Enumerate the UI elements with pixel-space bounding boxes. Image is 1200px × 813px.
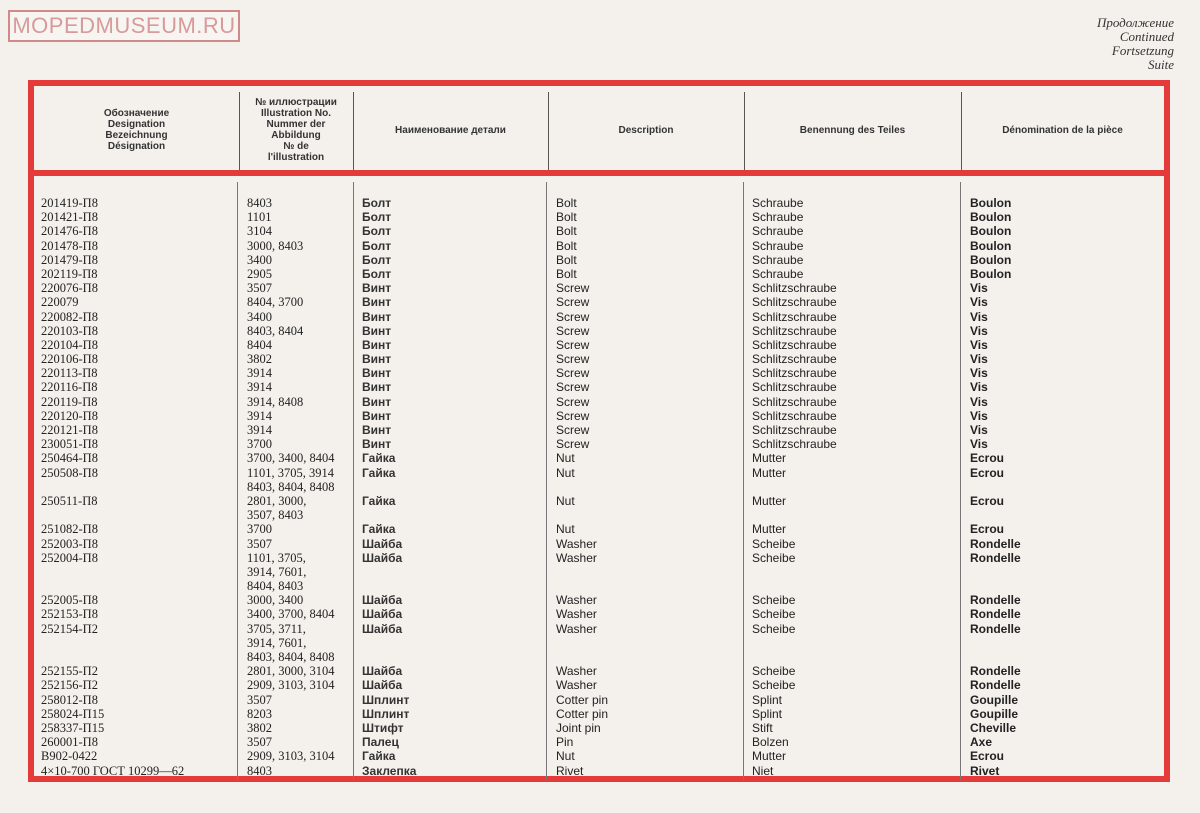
cell-designation: 201419-П8	[41, 196, 98, 210]
cell-description: Nut	[556, 493, 575, 508]
table-row	[34, 210, 1164, 224]
cell-denomination: Boulon	[970, 238, 1012, 253]
cell-illustration-no: 3000, 3400	[247, 593, 304, 608]
cell-description: Nut	[556, 749, 575, 764]
cell-denomination: Rondelle	[970, 621, 1021, 636]
cell-designation: 201476-П8	[41, 224, 98, 239]
cell-denomination: Boulon	[970, 210, 1012, 225]
cell-illustration-no: 3802	[247, 720, 272, 735]
cell-illustration-no: 2909, 3103, 3104	[247, 749, 335, 764]
header-designation-fr: Désignation	[107, 141, 166, 152]
cell-name-ru: Винт	[362, 337, 392, 352]
cell-benennung: Schlitzschraube	[752, 295, 837, 310]
cell-designation: 252005-П8	[41, 593, 98, 608]
cell-designation: 220121-П8	[41, 423, 98, 437]
cell-illustration-no: 3700	[247, 522, 272, 537]
header-illustration-de1: Nummer der	[266, 119, 326, 130]
table-row	[34, 693, 1164, 707]
cell-illustration-no: 3507	[247, 281, 272, 296]
cell-illustration-no: 3914	[247, 423, 272, 437]
table-row	[34, 352, 1164, 366]
cell-designation: В902-0422	[41, 749, 98, 764]
table-row	[34, 437, 1164, 451]
cell-description: Nut	[556, 465, 575, 480]
cell-denomination: Vis	[970, 408, 988, 423]
cell-name-ru: Болт	[362, 224, 392, 239]
cell-illustration-no: 3700	[247, 437, 272, 452]
cell-illustration-no: 1101, 3705, 3914	[247, 465, 335, 480]
cell-name-ru: Болт	[362, 210, 392, 225]
cell-description: Bolt	[556, 210, 577, 225]
header-illustration-fr2: l'illustration	[267, 152, 325, 163]
cell-designation: 252155-П2	[41, 664, 98, 679]
header-illustration-en: Illustration No.	[260, 108, 331, 119]
cell-benennung: Schraube	[752, 210, 804, 225]
cell-description: Screw	[556, 380, 590, 395]
cell-denomination: Rondelle	[970, 550, 1021, 565]
cell-name-ru: Болт	[362, 238, 392, 253]
table-row	[34, 721, 1164, 735]
cell-name-ru: Штифт	[362, 720, 404, 735]
cell-illustration-no: 2905	[247, 266, 272, 281]
header-part-name-ru-text: Наименование детали	[395, 124, 506, 136]
header-designation-en: Designation	[107, 119, 166, 130]
cell-denomination: Ecrou	[970, 451, 1005, 466]
cell-name-ru: Гайка	[362, 493, 396, 508]
cell-benennung: Schlitzschraube	[752, 309, 837, 324]
table-row	[34, 310, 1164, 324]
cell-benennung: Schraube	[752, 196, 804, 210]
cell-illustration-no: 3507	[247, 692, 272, 707]
table-row	[34, 466, 1164, 480]
cell-denomination: Vis	[970, 281, 988, 296]
cell-designation: 4×10-700 ГОСТ 10299—62	[41, 763, 185, 778]
table-row	[34, 224, 1164, 238]
parts-table	[28, 80, 1170, 782]
cell-illustration-no: 2801, 3000, 3104	[247, 664, 335, 679]
cell-description: Screw	[556, 309, 590, 324]
cell-denomination: Rivet	[970, 763, 1000, 778]
header-divider	[353, 92, 354, 170]
table-row	[34, 451, 1164, 465]
continued-ru: Продолжение	[1096, 15, 1174, 30]
cell-description: Washer	[556, 593, 597, 608]
cell-denomination: Vis	[970, 394, 988, 409]
cell-description: Washer	[556, 664, 597, 679]
cell-illustration-no: 8403	[247, 763, 272, 778]
cell-name-ru: Винт	[362, 295, 392, 310]
cell-description: Bolt	[556, 266, 577, 281]
cell-name-ru: Шайба	[362, 621, 403, 636]
cell-benennung: Schlitzschraube	[752, 323, 837, 338]
cell-denomination: Cheville	[970, 720, 1017, 735]
header-designation-de: Bezeichnung	[105, 130, 168, 141]
cell-illustration-no: 2909, 3103, 3104	[247, 678, 335, 693]
cell-illustration-no: 1101	[247, 210, 272, 225]
cell-illustration-no: 3400	[247, 309, 272, 324]
cell-description: Screw	[556, 437, 590, 452]
watermark-logo: MOPEDMUSEUM.RU	[8, 10, 240, 42]
cell-designation: 220120-П8	[41, 408, 98, 423]
cell-name-ru: Винт	[362, 323, 392, 338]
cell-illustration-no: 3914	[247, 408, 272, 423]
cell-denomination: Ecrou	[970, 465, 1005, 480]
cell-designation: 258337-П15	[41, 720, 105, 735]
cell-denomination: Vis	[970, 380, 988, 395]
table-row	[34, 423, 1164, 437]
table-row	[34, 707, 1164, 721]
cell-benennung: Scheibe	[752, 621, 796, 636]
cell-illustration-no: 3507	[247, 536, 272, 551]
cell-designation: 220079	[41, 295, 79, 310]
table-row	[34, 622, 1164, 636]
cell-benennung: Schlitzschraube	[752, 394, 837, 409]
cell-benennung: Scheibe	[752, 664, 796, 679]
cell-name-ru: Винт	[362, 281, 392, 296]
table-row	[34, 508, 1164, 522]
table-row	[34, 735, 1164, 749]
header-divider	[961, 92, 962, 170]
cell-designation: 220104-П8	[41, 337, 98, 352]
cell-description: Washer	[556, 621, 597, 636]
table-row	[34, 749, 1164, 763]
table-row	[34, 537, 1164, 551]
cell-benennung: Schlitzschraube	[752, 352, 837, 367]
continued-fr: Suite	[1148, 57, 1174, 72]
cell-description: Bolt	[556, 252, 577, 267]
cell-description: Nut	[556, 451, 575, 466]
cell-designation: 252156-П2	[41, 678, 98, 693]
cell-illustration-no: 8404, 8403	[247, 579, 304, 594]
cell-designation: 250464-П8	[41, 451, 98, 466]
cell-description: Cotter pin	[556, 692, 609, 707]
cell-name-ru: Гайка	[362, 451, 396, 466]
table-row	[34, 395, 1164, 409]
cell-illustration-no: 3914, 7601,	[247, 564, 307, 579]
cell-name-ru: Винт	[362, 394, 392, 409]
cell-denomination: Vis	[970, 437, 988, 452]
cell-denomination: Vis	[970, 323, 988, 338]
cell-illustration-no: 3104	[247, 224, 272, 239]
cell-designation: 220116-П8	[41, 380, 98, 395]
cell-name-ru: Винт	[362, 380, 392, 395]
cell-benennung: Splint	[752, 692, 783, 707]
cell-benennung: Mutter	[752, 749, 787, 764]
cell-benennung: Mutter	[752, 451, 787, 466]
table-body	[34, 196, 1164, 778]
cell-description: Bolt	[556, 196, 577, 210]
cell-benennung: Mutter	[752, 465, 787, 480]
cell-benennung: Scheibe	[752, 550, 796, 565]
cell-designation: 202119-П8	[41, 266, 98, 281]
cell-description: Joint pin	[556, 720, 601, 735]
header-divider	[548, 92, 549, 170]
header-description-text: Description	[618, 124, 674, 136]
cell-designation: 220082-П8	[41, 309, 98, 324]
cell-description: Screw	[556, 337, 590, 352]
cell-designation: 201478-П8	[41, 238, 98, 253]
cell-denomination: Rondelle	[970, 664, 1021, 679]
cell-name-ru: Шайба	[362, 593, 403, 608]
table-row	[34, 494, 1164, 508]
header-part-name-ru	[353, 92, 548, 168]
table-row	[34, 579, 1164, 593]
cell-denomination: Rondelle	[970, 536, 1021, 551]
cell-benennung: Scheibe	[752, 536, 796, 551]
cell-name-ru: Палец	[362, 735, 399, 750]
table-row	[34, 593, 1164, 607]
cell-illustration-no: 8203	[247, 706, 272, 721]
cell-illustration-no: 3400, 3700, 8404	[247, 607, 335, 622]
cell-name-ru: Винт	[362, 366, 392, 381]
cell-benennung: Schlitzschraube	[752, 423, 837, 437]
cell-designation: 220106-П8	[41, 352, 98, 367]
table-row	[34, 239, 1164, 253]
header-designation	[34, 92, 239, 168]
header-denomination	[961, 92, 1164, 168]
cell-description: Washer	[556, 607, 597, 622]
cell-denomination: Goupille	[970, 692, 1018, 707]
table-row	[34, 253, 1164, 267]
cell-description: Screw	[556, 323, 590, 338]
cell-name-ru: Шайба	[362, 607, 403, 622]
cell-denomination: Vis	[970, 352, 988, 367]
cell-illustration-no: 3000, 8403	[247, 238, 304, 253]
cell-benennung: Scheibe	[752, 678, 796, 693]
cell-illustration-no: 1101, 3705,	[247, 550, 306, 565]
table-row	[34, 196, 1164, 210]
table-row	[34, 295, 1164, 309]
table-row	[34, 409, 1164, 423]
cell-denomination: Boulon	[970, 224, 1012, 239]
cell-description: Screw	[556, 366, 590, 381]
header-benennung	[744, 92, 961, 168]
table-row	[34, 607, 1164, 621]
cell-name-ru: Винт	[362, 423, 392, 437]
cell-name-ru: Гайка	[362, 465, 396, 480]
cell-designation: 258024-П15	[41, 706, 105, 721]
cell-benennung: Schlitzschraube	[752, 380, 837, 395]
table-row	[34, 551, 1164, 565]
cell-designation: 230051-П8	[41, 437, 98, 452]
header-illustration-no	[239, 92, 353, 168]
table-row	[34, 380, 1164, 394]
cell-name-ru: Винт	[362, 437, 392, 452]
cell-benennung: Schraube	[752, 224, 804, 239]
cell-illustration-no: 3700, 3400, 8404	[247, 451, 335, 466]
cell-description: Screw	[556, 295, 590, 310]
table-row	[34, 664, 1164, 678]
cell-description: Washer	[556, 550, 597, 565]
cell-designation: 220119-П8	[41, 394, 98, 409]
cell-name-ru: Шайба	[362, 536, 403, 551]
cell-benennung: Scheibe	[752, 593, 796, 608]
cell-benennung: Mutter	[752, 493, 787, 508]
cell-name-ru: Болт	[362, 196, 392, 210]
cell-benennung: Schraube	[752, 238, 804, 253]
cell-illustration-no: 3507, 8403	[247, 508, 304, 523]
cell-benennung: Schlitzschraube	[752, 437, 837, 452]
cell-description: Screw	[556, 394, 590, 409]
cell-illustration-no: 8403	[247, 196, 272, 210]
cell-denomination: Vis	[970, 295, 988, 310]
header-separator	[34, 170, 1164, 176]
table-row	[34, 338, 1164, 352]
cell-illustration-no: 8404, 3700	[247, 295, 304, 310]
cell-designation: 252004-П8	[41, 550, 98, 565]
cell-benennung: Scheibe	[752, 607, 796, 622]
cell-illustration-no: 3914	[247, 366, 272, 381]
cell-illustration-no: 3914	[247, 380, 272, 395]
cell-benennung: Niet	[752, 763, 774, 778]
cell-benennung: Schlitzschraube	[752, 281, 837, 296]
cell-name-ru: Шайба	[362, 664, 403, 679]
continued-de: Fortsetzung	[1111, 43, 1174, 58]
cell-designation: 220103-П8	[41, 323, 98, 338]
table-row	[34, 324, 1164, 338]
cell-designation: 258012-П8	[41, 692, 98, 707]
cell-designation: 251082-П8	[41, 522, 98, 537]
header-benennung-text: Benennung des Teiles	[799, 124, 906, 136]
table-row	[34, 522, 1164, 536]
cell-denomination: Goupille	[970, 706, 1018, 721]
cell-denomination: Ecrou	[970, 493, 1005, 508]
cell-designation: 260001-П8	[41, 735, 98, 750]
cell-benennung: Schlitzschraube	[752, 366, 837, 381]
cell-illustration-no: 8403, 8404, 8408	[247, 650, 335, 664]
header-illustration-ru: № иллюстрации	[255, 97, 337, 108]
cell-illustration-no: 8403, 8404, 8408	[247, 479, 335, 494]
cell-name-ru: Винт	[362, 352, 392, 367]
cell-description: Screw	[556, 352, 590, 367]
cell-description: Screw	[556, 281, 590, 296]
cell-illustration-no: 3802	[247, 352, 272, 367]
cell-benennung: Mutter	[752, 522, 787, 537]
table-row	[34, 650, 1164, 664]
header-divider	[239, 92, 240, 170]
cell-designation: 250508-П8	[41, 465, 98, 480]
cell-name-ru: Шайба	[362, 550, 403, 565]
cell-denomination: Vis	[970, 337, 988, 352]
cell-denomination: Rondelle	[970, 593, 1021, 608]
cell-denomination: Rondelle	[970, 678, 1021, 693]
cell-name-ru: Шплинт	[362, 692, 410, 707]
cell-illustration-no: 3507	[247, 735, 272, 750]
cell-description: Pin	[556, 735, 574, 750]
cell-description: Washer	[556, 678, 597, 693]
cell-description: Screw	[556, 423, 590, 437]
cell-description: Screw	[556, 408, 590, 423]
cell-benennung: Splint	[752, 706, 783, 721]
cell-designation: 252153-П8	[41, 607, 98, 622]
cell-denomination: Ecrou	[970, 749, 1005, 764]
cell-name-ru: Болт	[362, 252, 392, 267]
cell-description: Washer	[556, 536, 597, 551]
cell-illustration-no: 8403, 8404	[247, 323, 304, 338]
cell-illustration-no: 8404	[247, 337, 272, 352]
table-row	[34, 480, 1164, 494]
cell-illustration-no: 3400	[247, 252, 272, 267]
cell-designation: 220076-П8	[41, 281, 98, 296]
header-illustration-fr1: № de	[283, 141, 309, 152]
cell-designation: 201479-П8	[41, 252, 98, 267]
table-row	[34, 281, 1164, 295]
cell-name-ru: Винт	[362, 408, 392, 423]
cell-benennung: Schlitzschraube	[752, 337, 837, 352]
cell-denomination: Rondelle	[970, 607, 1021, 622]
cell-name-ru: Гайка	[362, 749, 396, 764]
cell-benennung: Stift	[752, 720, 773, 735]
cell-benennung: Bolzen	[752, 735, 789, 750]
cell-denomination: Vis	[970, 423, 988, 437]
cell-designation: 250511-П8	[41, 493, 98, 508]
cell-name-ru: Заклепка	[362, 763, 417, 778]
table-row	[34, 764, 1164, 778]
cell-benennung: Schraube	[752, 252, 804, 267]
cell-denomination: Vis	[970, 309, 988, 324]
header-divider	[744, 92, 745, 170]
cell-designation: 252154-П2	[41, 621, 98, 636]
cell-name-ru: Болт	[362, 266, 392, 281]
cell-benennung: Schlitzschraube	[752, 408, 837, 423]
continued-label	[1097, 16, 1174, 72]
table-row	[34, 678, 1164, 692]
cell-denomination: Boulon	[970, 196, 1012, 210]
cell-benennung: Schraube	[752, 266, 804, 281]
cell-denomination: Axe	[970, 735, 993, 750]
cell-name-ru: Шайба	[362, 678, 403, 693]
cell-denomination: Ecrou	[970, 522, 1005, 537]
table-row	[34, 565, 1164, 579]
cell-name-ru: Винт	[362, 309, 392, 324]
cell-description: Bolt	[556, 224, 577, 239]
continued-en: Continued	[1119, 29, 1174, 44]
table-row	[34, 267, 1164, 281]
cell-denomination: Vis	[970, 366, 988, 381]
header-description	[548, 92, 744, 168]
cell-designation: 201421-П8	[41, 210, 98, 225]
cell-description: Rivet	[556, 763, 584, 778]
header-denomination-text: Dénomination de la pièce	[1002, 124, 1123, 136]
header-illustration-de2: Abbildung	[271, 130, 321, 141]
cell-name-ru: Шплинт	[362, 706, 410, 721]
cell-denomination: Boulon	[970, 252, 1012, 267]
cell-illustration-no: 3914, 8408	[247, 394, 304, 409]
cell-name-ru: Гайка	[362, 522, 396, 537]
table-row	[34, 636, 1164, 650]
cell-description: Bolt	[556, 238, 577, 253]
table-row	[34, 366, 1164, 380]
cell-denomination: Boulon	[970, 266, 1012, 281]
header-designation-ru: Обозначение	[103, 108, 170, 119]
cell-description: Nut	[556, 522, 575, 537]
cell-designation: 252003-П8	[41, 536, 98, 551]
cell-designation: 220113-П8	[41, 366, 98, 381]
cell-illustration-no: 3705, 3711,	[247, 621, 306, 636]
cell-illustration-no: 3914, 7601,	[247, 635, 307, 650]
cell-illustration-no: 2801, 3000,	[247, 493, 307, 508]
cell-description: Cotter pin	[556, 706, 609, 721]
